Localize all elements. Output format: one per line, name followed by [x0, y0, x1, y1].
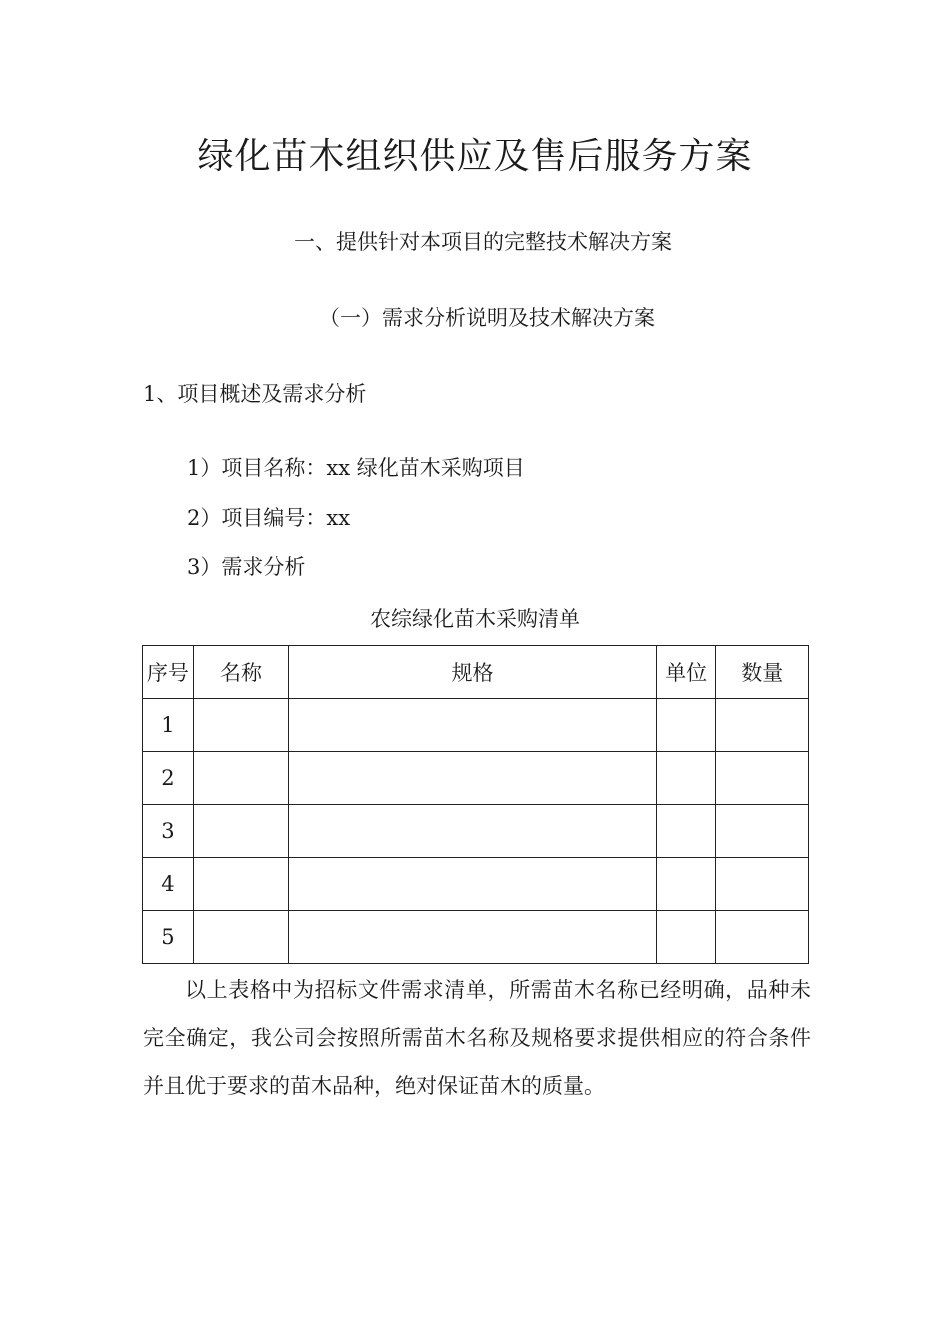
list-item-project-number: 2）项目编号：xx [187, 506, 351, 530]
table-row [143, 752, 809, 805]
procurement-table [142, 645, 809, 964]
cell-name [193, 699, 288, 752]
cell-quantity [716, 911, 809, 964]
cell-spec [289, 752, 657, 805]
table-header-row [143, 646, 809, 699]
table-row [143, 911, 809, 964]
cell-spec [289, 911, 657, 964]
subsubsection-heading: 1、项目概述及需求分析 [143, 382, 367, 406]
cell-unit [656, 858, 716, 911]
header-name: 名称 [193, 646, 288, 699]
cell-index: 1 [143, 699, 194, 752]
cell-unit [656, 699, 716, 752]
cell-quantity [716, 752, 809, 805]
cell-quantity [716, 805, 809, 858]
cell-spec [289, 805, 657, 858]
cell-quantity [716, 858, 809, 911]
cell-quantity [716, 699, 809, 752]
cell-unit [656, 752, 716, 805]
cell-name [193, 752, 288, 805]
header-unit: 单位 [656, 646, 716, 699]
cell-unit [656, 805, 716, 858]
body-paragraph: 以上表格中为招标文件需求清单，所需苗木名称已经明确，品种未完全确定，我公司会按照所需苗木名称及规格要求提供相应的符合条件并且优于要求的苗木品种，绝对保证苗木的质量。 [143, 978, 811, 1098]
header-spec: 规格 [289, 646, 657, 699]
list-item-project-name: 1）项目名称：xx 绿化苗木采购项目 [187, 456, 525, 480]
table-row [143, 805, 809, 858]
table-row [143, 699, 809, 752]
cell-index: 3 [143, 805, 194, 858]
cell-spec [289, 699, 657, 752]
section-heading: 一、提供针对本项目的完整技术解决方案 [294, 230, 672, 254]
cell-spec [289, 858, 657, 911]
table-caption: 农综绿化苗木采购清单 [370, 607, 580, 631]
list-item-requirement-analysis: 3）需求分析 [187, 555, 306, 579]
cell-unit [656, 911, 716, 964]
cell-name [193, 911, 288, 964]
table-row [143, 858, 809, 911]
header-index: 序号 [143, 646, 194, 699]
header-quantity: 数量 [716, 646, 809, 699]
cell-index: 2 [143, 752, 194, 805]
subsection-heading: （一）需求分析说明及技术解决方案 [319, 306, 655, 330]
cell-index: 4 [143, 858, 194, 911]
cell-index: 5 [143, 911, 194, 964]
document-title: 绿化苗木组织供应及售后服务方案 [197, 136, 753, 177]
cell-name [193, 805, 288, 858]
cell-name [193, 858, 288, 911]
